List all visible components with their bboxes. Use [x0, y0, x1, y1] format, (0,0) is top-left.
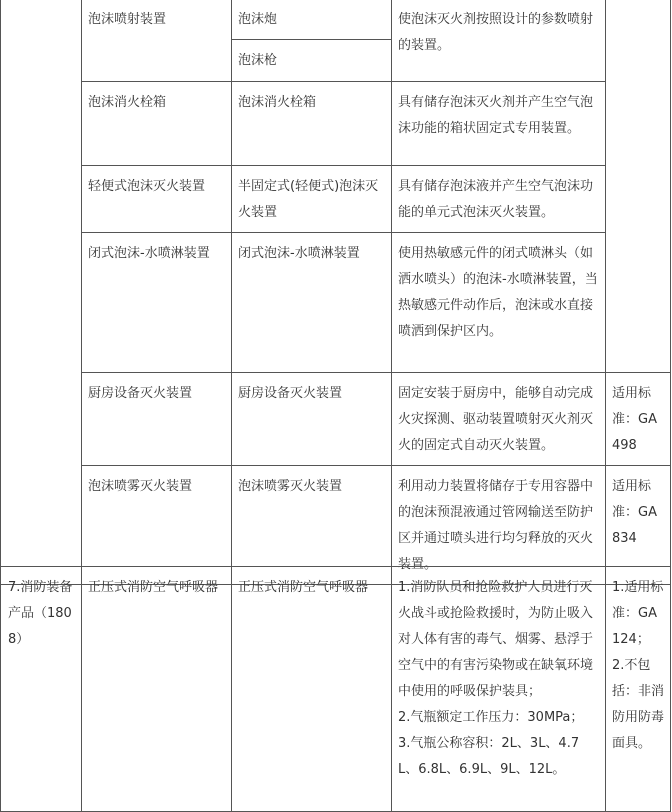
category-cell: 7.消防装备产品（1808） — [1, 567, 82, 812]
note-cell-empty — [606, 0, 671, 373]
product-name-cell: 泡沫消火栓箱 — [82, 82, 232, 166]
description-cell: 1.消防队员和抢险救护人员进行灭火战斗或抢险救援时，为防止吸入对人体有害的毒气、烟雾、悬浮于空气中的有害污染物或在缺氧环境中使用的呼吸保护装具； 2.气瓶额定工作压力：30MPa； 3.气瓶公称容积：2L、3L、4.7L、6.8L、6.9L、9L、12L。 — [392, 567, 606, 812]
product-name-cell: 泡沫喷射装置 — [82, 0, 232, 82]
description-cell: 固定安装于厨房中，能够自动完成火灾探测、驱动装置喷射灭火剂灭火的固定式自动灭火装置。 — [392, 373, 606, 466]
product-name-cell: 泡沫喷雾灭火装置 — [82, 466, 232, 585]
sub-product-cell: 泡沫消火栓箱 — [232, 82, 392, 166]
table-row — [1, 166, 671, 233]
product-name-cell: 闭式泡沫-水喷淋装置 — [82, 233, 232, 373]
note-cell: 适用标准：GA498 — [606, 373, 671, 466]
sub-product-cell: 半固定式(轻便式)泡沫灭火装置 — [232, 166, 392, 233]
description-cell: 使用热敏感元件的闭式喷淋头（如洒水喷头）的泡沫-水喷淋装置，当热敏感元件动作后，泡沫或水直接喷洒到保护区内。 — [392, 233, 606, 373]
sub-product-cell: 正压式消防空气呼吸器 — [232, 567, 392, 812]
table-row — [1, 82, 671, 166]
description-cell: 具有储存泡沫液并产生空气泡沫功能的单元式泡沫灭火装置。 — [392, 166, 606, 233]
note-cell: 1.适用标准：GA124； 2.不包括：非消防用防毒面具。 — [606, 567, 671, 812]
table-row — [1, 0, 671, 40]
sub-product-cell: 泡沫枪 — [232, 40, 392, 82]
product-name-cell: 正压式消防空气呼吸器 — [82, 567, 232, 812]
product-table-section-7 — [0, 566, 671, 812]
description-cell: 使泡沫灭火剂按照设计的参数喷射的装置。 — [392, 0, 606, 82]
product-name-cell: 轻便式泡沫灭火装置 — [82, 166, 232, 233]
product-name-cell: 厨房设备灭火装置 — [82, 373, 232, 466]
sub-product-cell: 泡沫炮 — [232, 0, 392, 40]
description-cell: 具有储存泡沫灭火剂并产生空气泡沫功能的箱状固定式专用装置。 — [392, 82, 606, 166]
table-row — [1, 373, 671, 466]
category-cell-empty — [1, 0, 82, 585]
note-cell: 适用标准：GA834 — [606, 466, 671, 585]
description-cell: 利用动力装置将储存于专用容器中的泡沫预混液通过管网输送至防护区并通过喷头进行均匀释放的灭火装置。 — [392, 466, 606, 585]
table-row — [1, 233, 671, 373]
sub-product-cell: 泡沫喷雾灭火装置 — [232, 466, 392, 585]
sub-product-cell: 闭式泡沫-水喷淋装置 — [232, 233, 392, 373]
sub-product-cell: 厨房设备灭火装置 — [232, 373, 392, 466]
table-row — [1, 567, 671, 812]
